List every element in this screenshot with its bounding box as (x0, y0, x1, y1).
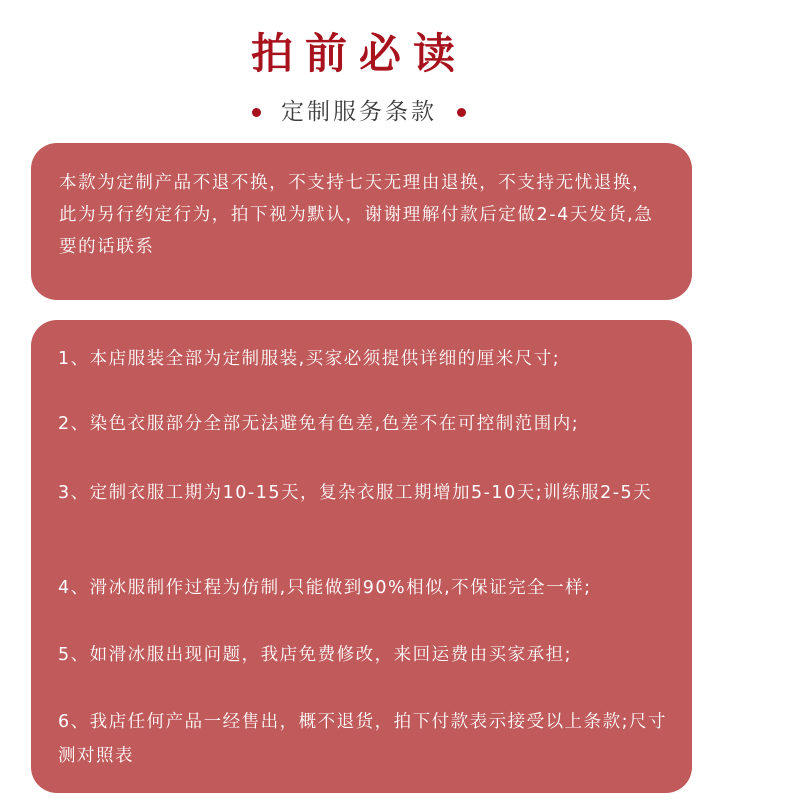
rule-item: 5、如滑冰服出现问题，我店免费修改，来回运费由买家承担; (58, 645, 573, 665)
page-title: 拍前必读 (250, 29, 467, 78)
notice-panel (31, 143, 692, 300)
rule-item: 6、我店任何产品一经售出，概不退货，拍下付款表示接受以上条款;尺寸测对照表 (58, 712, 668, 766)
bullet-dot-left-icon (252, 108, 261, 117)
notice-text: 本款为定制产品不退不换，不支持七天无理由退换，不支持无忧退换，此为另行约定行为，拍下视为默认，谢谢理解付款后定做2-4天发货,急要的话联系 (59, 173, 654, 257)
rule-item: 2、染色衣服部分全部无法避免有色差,色差不在可控制范围内; (58, 414, 580, 434)
rule-item: 1、本店服装全部为定制服装,买家必须提供详细的厘米尺寸; (58, 349, 561, 369)
subtitle-row (0, 92, 718, 132)
rules-panel (31, 320, 692, 793)
bullet-dot-right-icon (457, 108, 466, 117)
rule-item: 4、滑冰服制作过程为仿制,只能做到90%相似,不保证完全一样; (58, 578, 592, 598)
page-subtitle: 定制服务条款 (281, 99, 437, 125)
rule-item: 3、定制衣服工期为10-15天，复杂衣服工期增加5-10天;训练服2-5天 (58, 483, 653, 503)
